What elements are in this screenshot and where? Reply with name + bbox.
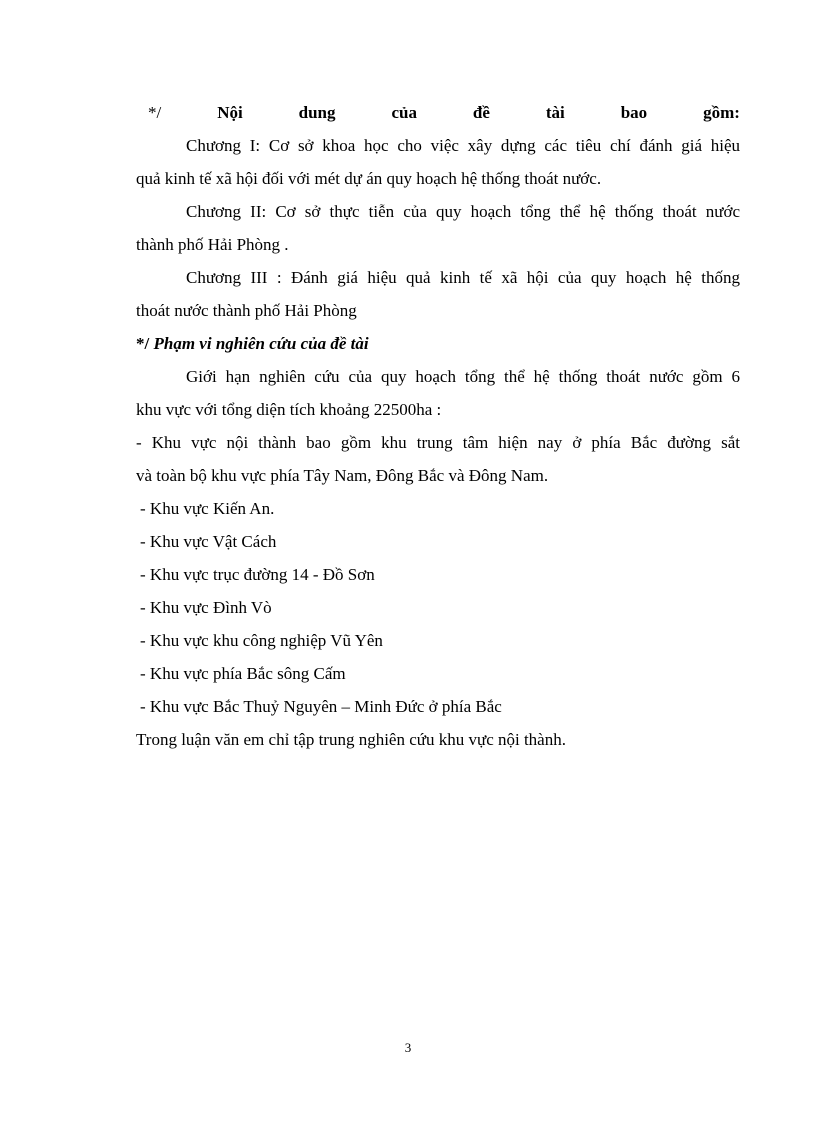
chapter-1	[136, 129, 740, 195]
list-item: - Khu vực phía Bắc sông Cấm	[140, 664, 346, 683]
inner-city-line-2: và toàn bộ khu vực phía Tây Nam, Đông Bắc và Đông Nam.	[136, 466, 549, 485]
content-heading	[136, 96, 740, 129]
scope-intro	[136, 360, 740, 426]
heading-word: tài	[545, 103, 565, 122]
heading-word: gồm:	[703, 103, 740, 122]
heading-word: bao	[620, 103, 648, 122]
chapter-1-line-1: Chương I: Cơ sở khoa học cho việc xây dựng các tiêu chí đánh giá hiệu	[186, 136, 740, 155]
list-item: - Khu vực Đình Vò	[140, 598, 272, 617]
heading-word: Nội	[217, 103, 243, 122]
scope-section-title	[136, 327, 740, 360]
chapter-2-line-1: Chương II: Cơ sở thực tiễn của quy hoạch tổng thể hệ thống thoát nước	[186, 202, 740, 221]
chapter-2-line-2: thành phố Hải Phòng .	[136, 235, 289, 254]
list-item: - Khu vực Vật Cách	[140, 532, 277, 551]
document-page	[136, 96, 740, 756]
scope-title-marker: */	[136, 334, 150, 353]
conclusion-text: Trong luận văn em chỉ tập trung nghiên cứu khu vực nội thành.	[136, 730, 566, 749]
chapter-3	[136, 261, 740, 327]
scope-title-text: Phạm vi nghiên cứu của đề tài	[153, 334, 369, 353]
heading-word: đề	[472, 103, 490, 122]
chapter-3-line-1: Chương III : Đánh giá hiệu quả kinh tế xã hội của quy hoạch hệ thống	[186, 268, 740, 287]
heading-word: của	[391, 103, 417, 122]
chapter-3-line-2: thoát nước thành phố Hải Phòng	[136, 301, 357, 320]
list-item: - Khu vực khu công nghiệp Vũ Yên	[140, 631, 383, 650]
inner-city-item	[136, 426, 740, 492]
area-list	[136, 492, 740, 723]
list-item: - Khu vực trục đường 14 - Đồ Sơn	[140, 565, 375, 584]
chapter-1-line-2: quả kinh tế xã hội đối với mét dự án quy hoạch hệ thống thoát nước.	[136, 169, 602, 188]
scope-intro-line-2: khu vực với tổng diện tích khoảng 22500ha :	[136, 400, 442, 419]
chapter-2	[136, 195, 740, 261]
heading-word: dung	[298, 103, 336, 122]
list-item: - Khu vực Kiến An.	[140, 499, 275, 518]
scope-intro-line-1: Giới hạn nghiên cứu của quy hoạch tổng thể hệ thống thoát nước gồm 6	[186, 367, 740, 386]
heading-marker: */	[148, 103, 162, 122]
list-item: - Khu vực Bắc Thuỷ Nguyên – Minh Đức ở phía Bắc	[140, 697, 502, 716]
inner-city-line-1: - Khu vực nội thành bao gồm khu trung tâm hiện nay ở phía Bắc đường sắt	[136, 433, 740, 452]
page-number: 3	[404, 1040, 412, 1055]
